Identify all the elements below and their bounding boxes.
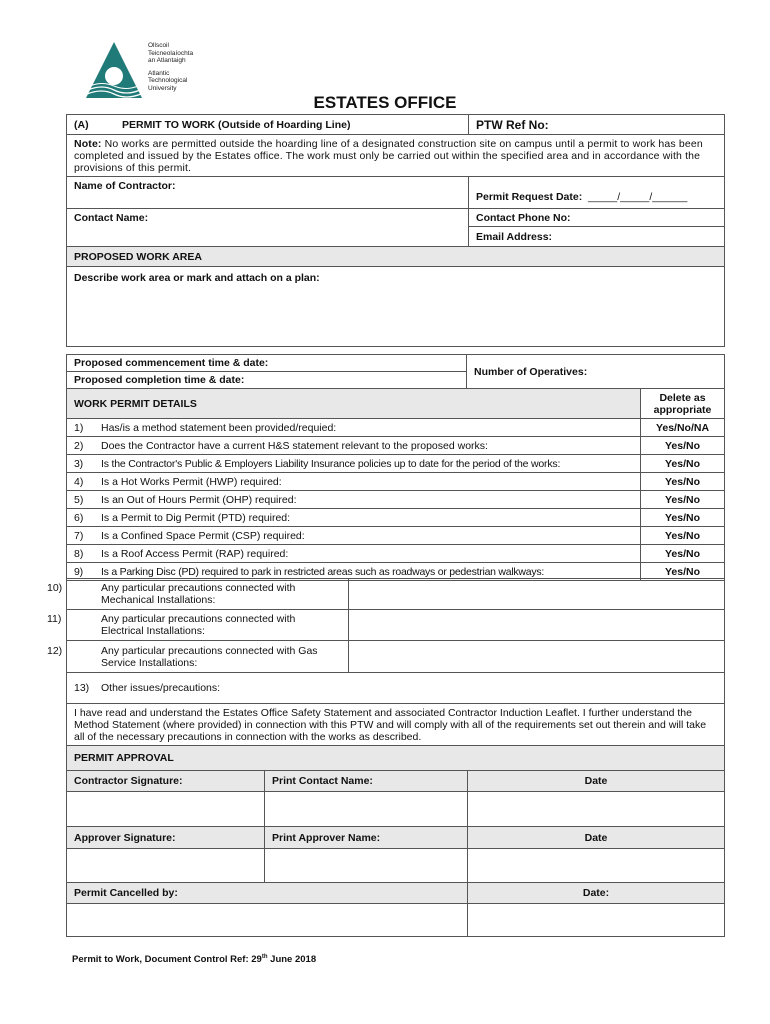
approver-date-field[interactable] — [468, 849, 725, 883]
schedule-table — [66, 354, 725, 389]
date-label: Date: — [468, 883, 725, 904]
precaution-label: 11) Any particular precautions connected with Electrical Installations: — [67, 610, 349, 641]
approver-signature-field[interactable] — [67, 849, 265, 883]
completion-field[interactable]: Proposed completion time & date: — [67, 372, 467, 389]
print-contact-name-label: Print Contact Name: — [265, 771, 468, 792]
detail-question: 4) Is a Hot Works Permit (HWP) required: — [67, 473, 641, 491]
detail-answer[interactable]: Yes/No — [641, 437, 725, 455]
contractor-name-field[interactable]: Name of Contractor: — [67, 177, 469, 209]
email-address-field[interactable]: Email Address: — [469, 227, 725, 247]
detail-question: 7) Is a Confined Space Permit (CSP) required: — [67, 527, 641, 545]
contact-phone-field[interactable]: Contact Phone No: — [469, 209, 725, 227]
permit-form-top — [66, 114, 725, 347]
contractor-date-field[interactable] — [468, 792, 725, 827]
detail-question: 6) Is a Permit to Dig Permit (PTD) required: — [67, 509, 641, 527]
detail-row — [67, 491, 725, 509]
proposed-work-area-heading: PROPOSED WORK AREA — [67, 247, 725, 267]
detail-answer[interactable]: Yes/No — [641, 527, 725, 545]
university-name: Ollscoil Teicneolaíochta an Atlantaigh Atlantic Technological University — [148, 42, 194, 92]
ptw-ref-field[interactable]: PTW Ref No: — [469, 115, 725, 135]
declaration-text: I have read and understand the Estates Office Safety Statement and associated Contractor Induction Leaflet. I further understand the Method Statement (where provided) in connection with this PTW and will comply with all of the requirements set out therein and will take all of the necessary precautions in connection with the works as described. — [67, 704, 725, 746]
permit-approval-table — [66, 745, 725, 937]
other-issues-field[interactable]: 13) Other issues/precautions: — [67, 673, 725, 704]
permit-title-cell: (A) PERMIT TO WORK (Outside of Hoarding Line) — [67, 115, 469, 135]
detail-row — [67, 455, 725, 473]
detail-row — [67, 527, 725, 545]
permit-cancelled-by-field[interactable] — [67, 904, 468, 937]
work-permit-details-table — [66, 388, 725, 581]
permit-cancelled-by-label: Permit Cancelled by: — [67, 883, 468, 904]
detail-row — [67, 509, 725, 527]
delete-as-appropriate-label: Delete as appropriate — [641, 389, 725, 419]
detail-answer[interactable]: Yes/No — [641, 455, 725, 473]
commencement-field[interactable]: Proposed commencement time & date: — [67, 355, 467, 372]
contact-name-print-field[interactable] — [265, 792, 468, 827]
permit-request-date-field[interactable]: Permit Request Date: _____/_____/______ — [469, 177, 725, 209]
precautions-table — [47, 578, 725, 746]
detail-answer[interactable]: Yes/No — [641, 545, 725, 563]
contractor-signature-field[interactable] — [67, 792, 265, 827]
detail-row — [67, 437, 725, 455]
detail-question: 2) Does the Contractor have a current H&S statement relevant to the proposed works: — [67, 437, 641, 455]
detail-question: 8) Is a Roof Access Permit (RAP) required: — [67, 545, 641, 563]
note-text: Note: No works are permitted outside the hoarding line of a designated construction site on campus until a permit to work has been completed and issued by the Estates office. The work must only be carried out within the specified area and in accordance with the provisions of this permit. — [67, 135, 725, 177]
contractor-signature-label: Contractor Signature: — [67, 771, 265, 792]
permit-approval-heading: PERMIT APPROVAL — [67, 746, 725, 771]
cancelled-date-field[interactable] — [468, 904, 725, 937]
detail-row — [67, 545, 725, 563]
operatives-field[interactable]: Number of Operatives: — [467, 355, 725, 389]
detail-question: 9) Is a Parking Disc (PD) required to park in restricted areas such as roadways or pedestrian walkways: — [67, 563, 641, 581]
date-label: Date — [468, 827, 725, 849]
date-label: Date — [468, 771, 725, 792]
detail-question: 3) Is the Contractor's Public & Employers Liability Insurance policies up to date for the period of the works: — [67, 455, 641, 473]
work-area-description-field[interactable]: Describe work area or mark and attach on a plan: — [67, 267, 725, 347]
precaution-label: 10) Any particular precautions connected with Mechanical Installations: — [67, 579, 349, 610]
detail-answer[interactable]: Yes/No — [641, 491, 725, 509]
detail-answer[interactable]: Yes/No — [641, 509, 725, 527]
gas-precautions-field[interactable] — [349, 641, 725, 673]
print-approver-name-label: Print Approver Name: — [265, 827, 468, 849]
approver-signature-label: Approver Signature: — [67, 827, 265, 849]
electrical-precautions-field[interactable] — [349, 610, 725, 641]
mechanical-precautions-field[interactable] — [349, 579, 725, 610]
approver-name-print-field[interactable] — [265, 849, 468, 883]
office-title: ESTATES OFFICE — [313, 93, 457, 112]
precaution-label: 12) Any particular precautions connected with Gas Service Installations: — [67, 641, 349, 673]
work-permit-details-heading: WORK PERMIT DETAILS — [67, 389, 641, 419]
detail-answer[interactable]: Yes/No — [641, 563, 725, 581]
document-control-footer: Permit to Work, Document Control Ref: 29th June 2018 — [72, 954, 317, 966]
detail-question: 5) Is an Out of Hours Permit (OHP) required: — [67, 491, 641, 509]
detail-question: 1) Has/is a method statement been provided/requied: — [67, 419, 641, 437]
detail-row — [67, 419, 725, 437]
contact-name-field[interactable]: Contact Name: — [67, 209, 469, 247]
detail-answer[interactable]: Yes/No/NA — [641, 419, 725, 437]
detail-row — [67, 473, 725, 491]
detail-answer[interactable]: Yes/No — [641, 473, 725, 491]
